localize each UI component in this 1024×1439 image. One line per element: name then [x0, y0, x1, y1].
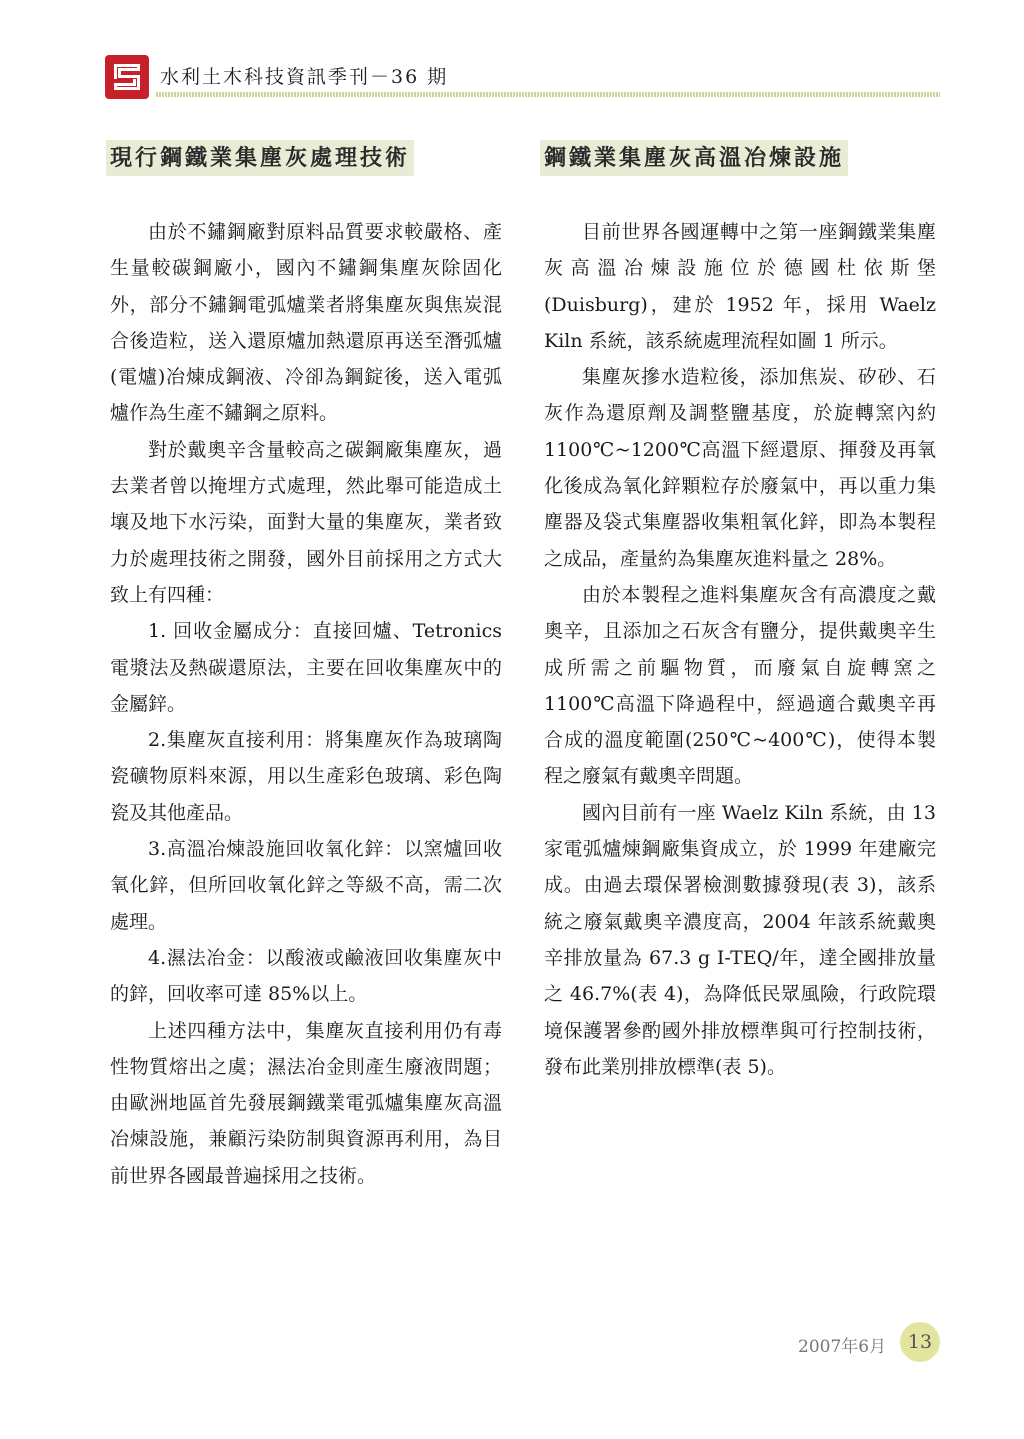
right-column	[544, 214, 936, 1085]
journal-title: 水利土木科技資訊季刊－36 期	[160, 66, 449, 88]
list-item: 1. 回收金屬成分：直接回爐、Tetronics 電漿法及熱碳還原法，主要在回收集塵灰中的金屬鋅。	[110, 620, 502, 715]
ss-logo-icon	[104, 54, 150, 100]
header-divider	[156, 92, 940, 97]
right-section-heading: 鋼鐵業集塵灰高溫冶煉設施	[540, 140, 848, 176]
paragraph: 對於戴奧辛含量較高之碳鋼廠集塵灰，過去業者曾以掩埋方式處理，然此舉可能造成土壤及地下水污染，面對大量的集塵灰，業者致力於處理技術之開發，國外目前採用之方式大致上有四種：	[110, 438, 502, 606]
page-header	[104, 54, 940, 104]
page-number: 13	[907, 1331, 933, 1353]
list-item: 3.高溫冶煉設施回收氧化鋅：以窯爐回收氧化鋅，但所回收氧化鋅之等級不高，需二次處理。	[110, 838, 502, 933]
page-number-badge	[900, 1322, 940, 1362]
list-item: 2.集塵灰直接利用：將集塵灰作為玻璃陶瓷礦物原料來源，用以生產彩色玻璃、彩色陶瓷及其他產品。	[110, 729, 502, 824]
paragraph: 集塵灰摻水造粒後，添加焦炭、矽砂、石灰作為還原劑及調整鹽基度，於旋轉窯內約 1100℃~1200℃高溫下經還原、揮發及再氧化後成為氧化鋅顆粒存於廢氣中，再以重力集塵器及袋式集塵器收集粗氧化鋅，即為本製程之成品，產量約為集塵灰進料量之 28%。	[544, 366, 936, 570]
list-item: 4.濕法冶金：以酸液或鹼液回收集塵灰中的鋅，回收率可達 85%以上。	[110, 946, 502, 1006]
paragraph: 由於本製程之進料集塵灰含有高濃度之戴奧辛，且添加之石灰含有鹽分，提供戴奧辛生成所需之前驅物質，而廢氣自旋轉窯之 1100℃高溫下降過程中，經過適合戴奧辛再合成的溫度範圍(250℃~400℃)，使得本製程之廢氣有戴奧辛問題。	[544, 583, 936, 788]
paragraph: 由於不鏽鋼廠對原料品質要求較嚴格、產生量較碳鋼廠小，國內不鏽鋼集塵灰除固化外，部分不鏽鋼電弧爐業者將集塵灰與焦炭混合後造粒，送入還原爐加熱還原再送至潛弧爐(電爐)冶煉成鋼液、冷卻為鋼錠後，送入電弧爐作為生產不鏽鋼之原料。	[110, 221, 502, 425]
left-section-heading: 現行鋼鐵業集塵灰處理技術	[106, 140, 414, 176]
left-column	[110, 214, 502, 1194]
paragraph: 國內目前有一座 Waelz Kiln 系統，由 13 家電弧爐煉鋼廠集資成立，於 1999 年建廠完成。由過去環保署檢測數據發現(表 3)，該系統之廢氣戴奧辛濃度高，2004 年該系統戴奧辛排放量為 67.3 g I-TEQ/年，達全國排放量之 46.7%(表 4)，為降低民眾風險，行政院環境保護署參酌國外排放標準與可行控制技術，發布此業別排放標準(表 5)。	[544, 801, 936, 1078]
issue-date: 2007年6月	[798, 1337, 887, 1357]
paragraph: 目前世界各國運轉中之第一座鋼鐵業集塵灰高溫冶煉設施位於德國杜依斯堡(Duisburg)，建於 1952 年，採用 Waelz Kiln 系統，該系統處理流程如圖 1 所示。	[544, 221, 936, 352]
paragraph: 上述四種方法中，集塵灰直接利用仍有毒性物質熔出之虞；濕法冶金則產生廢液問題；由歐洲地區首先發展鋼鐵業電弧爐集塵灰高溫冶煉設施，兼顧污染防制與資源再利用，為目前世界各國最普遍採用之技術。	[110, 1019, 502, 1187]
